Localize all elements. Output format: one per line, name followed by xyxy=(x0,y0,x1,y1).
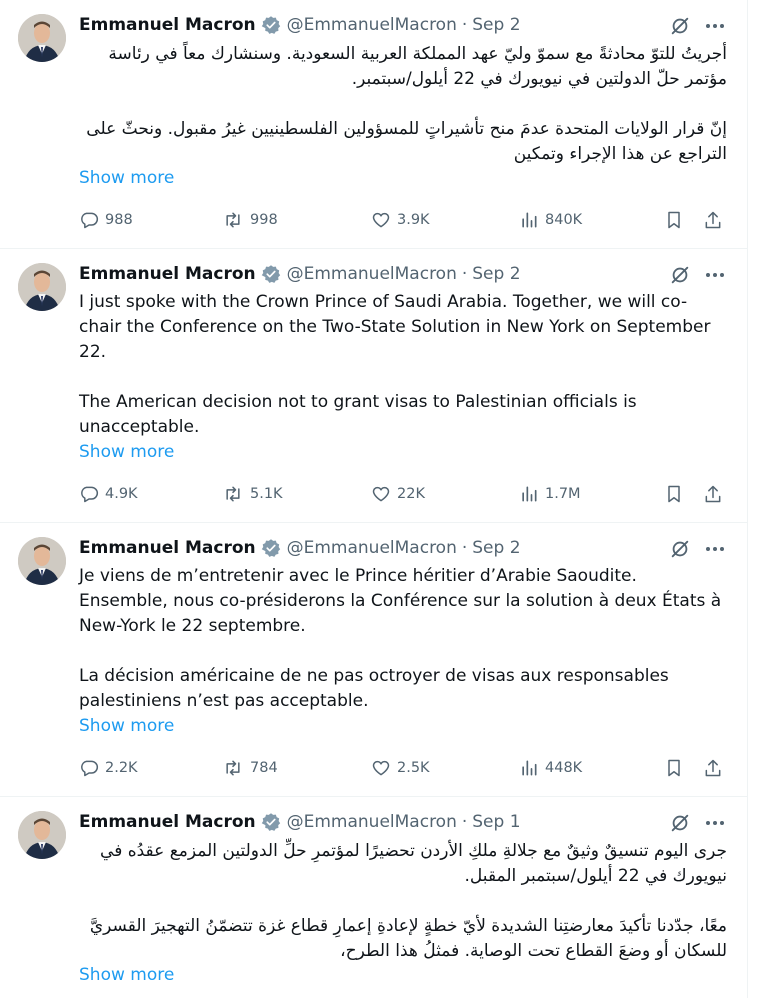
grok-icon[interactable] xyxy=(668,263,692,287)
tweet[interactable] xyxy=(0,523,747,797)
bookmark-icon xyxy=(664,758,684,778)
like-button[interactable] xyxy=(371,482,425,506)
verified-badge-icon xyxy=(261,812,281,832)
tweet-actions xyxy=(79,482,729,506)
like-icon xyxy=(371,758,391,778)
tweet-date[interactable]: Sep 2 xyxy=(472,538,521,558)
avatar[interactable] xyxy=(18,811,66,859)
reply-count: 2.2K xyxy=(105,760,138,776)
grok-icon[interactable] xyxy=(668,14,692,38)
tweet-paragraph: I just spoke with the Crown Prince of Saudi Arabia. Together, we will co-chair the Conference on the Two-State Solution in New York on September 22. xyxy=(79,292,711,362)
views-count: 840K xyxy=(545,212,583,228)
tweet-header xyxy=(79,263,521,285)
reply-count: 4.9K xyxy=(105,486,138,502)
tweet-paragraph: أجريتُ للتوّ محادثةً مع سموّ وليّ عهد المملكة العربية السعودية. وسنشارك معاً في رئاسة مؤتمر حلّ الدولتين في نيويورك في 22 أيلول/سبتمبر. xyxy=(108,44,727,89)
tweet-paragraph: جرى اليوم تنسيقٌ وثيقٌ مع جلالةِ ملكِ الأردن تحضيرًا لمؤتمرِ حلِّ الدولتين المزمع عقدُه في نيويورك في 22 أيلول/سبتمبر المقبل. xyxy=(100,841,727,886)
retweet-button[interactable] xyxy=(222,482,283,506)
retweet-count: 784 xyxy=(250,760,278,776)
tweet-paragraph: La décision américaine de ne pas octroyer de visas aux responsables palestiniens n’est pas acceptable. xyxy=(79,666,669,711)
verified-badge-icon xyxy=(261,15,281,35)
tweet-paragraph: إنّ قرار الولايات المتحدة عدمَ منح تأشيراتٍ للمسؤولين الفلسطينيين غيرُ مقبول. ونحثّ على التراجع عن هذا الإجراء وتمكين xyxy=(86,119,727,164)
tweet-text xyxy=(79,839,727,964)
views-count: 1.7M xyxy=(545,486,581,502)
tweet-text xyxy=(79,290,727,440)
views-button[interactable] xyxy=(519,208,582,232)
tweet-date[interactable]: Sep 2 xyxy=(472,264,521,284)
views-button[interactable] xyxy=(519,756,582,780)
separator-dot: · xyxy=(461,15,468,35)
show-more-link[interactable]: Show more xyxy=(79,442,175,462)
author-name[interactable]: Emmanuel Macron xyxy=(79,812,256,832)
avatar[interactable] xyxy=(18,263,66,311)
like-count: 22K xyxy=(397,486,425,502)
separator-dot: · xyxy=(461,812,468,832)
bookmark-button[interactable] xyxy=(664,208,690,232)
reply-icon xyxy=(79,758,99,778)
tweet[interactable] xyxy=(0,797,747,998)
views-icon xyxy=(519,758,539,778)
bookmark-icon xyxy=(664,484,684,504)
avatar[interactable] xyxy=(18,537,66,585)
reply-icon xyxy=(79,210,99,230)
grok-icon[interactable] xyxy=(668,811,692,835)
tweet-date[interactable]: Sep 1 xyxy=(472,812,521,832)
author-handle[interactable]: @EmmanuelMacron xyxy=(286,812,457,832)
views-button[interactable] xyxy=(519,482,581,506)
reply-icon xyxy=(79,484,99,504)
retweet-button[interactable] xyxy=(222,756,278,780)
author-handle[interactable]: @EmmanuelMacron xyxy=(286,538,457,558)
author-name[interactable]: Emmanuel Macron xyxy=(79,15,256,35)
show-more-link[interactable]: Show more xyxy=(79,716,175,736)
like-count: 2.5K xyxy=(397,760,430,776)
verified-badge-icon xyxy=(261,264,281,284)
views-icon xyxy=(519,210,539,230)
retweet-button[interactable] xyxy=(222,208,278,232)
retweet-count: 5.1K xyxy=(250,486,283,502)
show-more-link[interactable]: Show more xyxy=(79,965,175,985)
retweet-icon xyxy=(222,210,244,230)
more-options-icon[interactable] xyxy=(702,14,728,38)
reply-count: 988 xyxy=(105,212,133,228)
bookmark-button[interactable] xyxy=(664,482,690,506)
tweet-header xyxy=(79,811,521,833)
tweet-paragraph: معًا، جدّدنا تأكيدَ معارضتِنا الشديدة لأيّ خطةٍ لإعادةِ إعمارِ قطاع غزة تتضمّنُ التهجيرَ القسريَّ للسكان أو وضعَ القطاع تحت الوصاية. فمثلُ هذا الطرح، xyxy=(89,916,727,961)
tweet-header xyxy=(79,537,521,559)
share-button[interactable] xyxy=(703,482,729,506)
share-icon xyxy=(703,758,723,778)
retweet-count: 998 xyxy=(250,212,278,228)
author-handle[interactable]: @EmmanuelMacron xyxy=(286,15,457,35)
like-button[interactable] xyxy=(371,208,430,232)
more-options-icon[interactable] xyxy=(702,263,728,287)
tweet[interactable] xyxy=(0,249,747,523)
tweet-paragraph: Je viens de m’entretenir avec le Prince héritier d’Arabie Saoudite. Ensemble, nous co-présiderons la Conférence sur la solution à deux États à New-York le 22 septembre. xyxy=(79,566,722,636)
tweet-text xyxy=(79,564,727,714)
tweet-actions xyxy=(79,756,729,780)
bookmark-icon xyxy=(664,210,684,230)
like-button[interactable] xyxy=(371,756,430,780)
show-more-link[interactable]: Show more xyxy=(79,168,175,188)
views-count: 448K xyxy=(545,760,583,776)
bookmark-button[interactable] xyxy=(664,756,690,780)
separator-dot: · xyxy=(461,538,468,558)
share-icon xyxy=(703,484,723,504)
author-name[interactable]: Emmanuel Macron xyxy=(79,264,256,284)
retweet-icon xyxy=(222,758,244,778)
tweet-paragraph: The American decision not to grant visas to Palestinian officials is unacceptable. xyxy=(79,392,637,437)
more-options-icon[interactable] xyxy=(702,811,728,835)
author-handle[interactable]: @EmmanuelMacron xyxy=(286,264,457,284)
share-icon xyxy=(703,210,723,230)
avatar[interactable] xyxy=(18,14,66,62)
tweet-date[interactable]: Sep 2 xyxy=(472,15,521,35)
tweet-header xyxy=(79,14,521,36)
tweet-text xyxy=(79,42,727,167)
grok-icon[interactable] xyxy=(668,537,692,561)
reply-button[interactable] xyxy=(79,756,138,780)
separator-dot: · xyxy=(461,264,468,284)
reply-button[interactable] xyxy=(79,208,133,232)
views-icon xyxy=(519,484,539,504)
like-count: 3.9K xyxy=(397,212,430,228)
reply-button[interactable] xyxy=(79,482,138,506)
tweet-actions xyxy=(79,208,729,232)
like-icon xyxy=(371,210,391,230)
tweet[interactable] xyxy=(0,0,747,249)
share-button[interactable] xyxy=(703,756,729,780)
share-button[interactable] xyxy=(703,208,729,232)
more-options-icon[interactable] xyxy=(702,537,728,561)
like-icon xyxy=(371,484,391,504)
verified-badge-icon xyxy=(261,538,281,558)
author-name[interactable]: Emmanuel Macron xyxy=(79,538,256,558)
retweet-icon xyxy=(222,484,244,504)
